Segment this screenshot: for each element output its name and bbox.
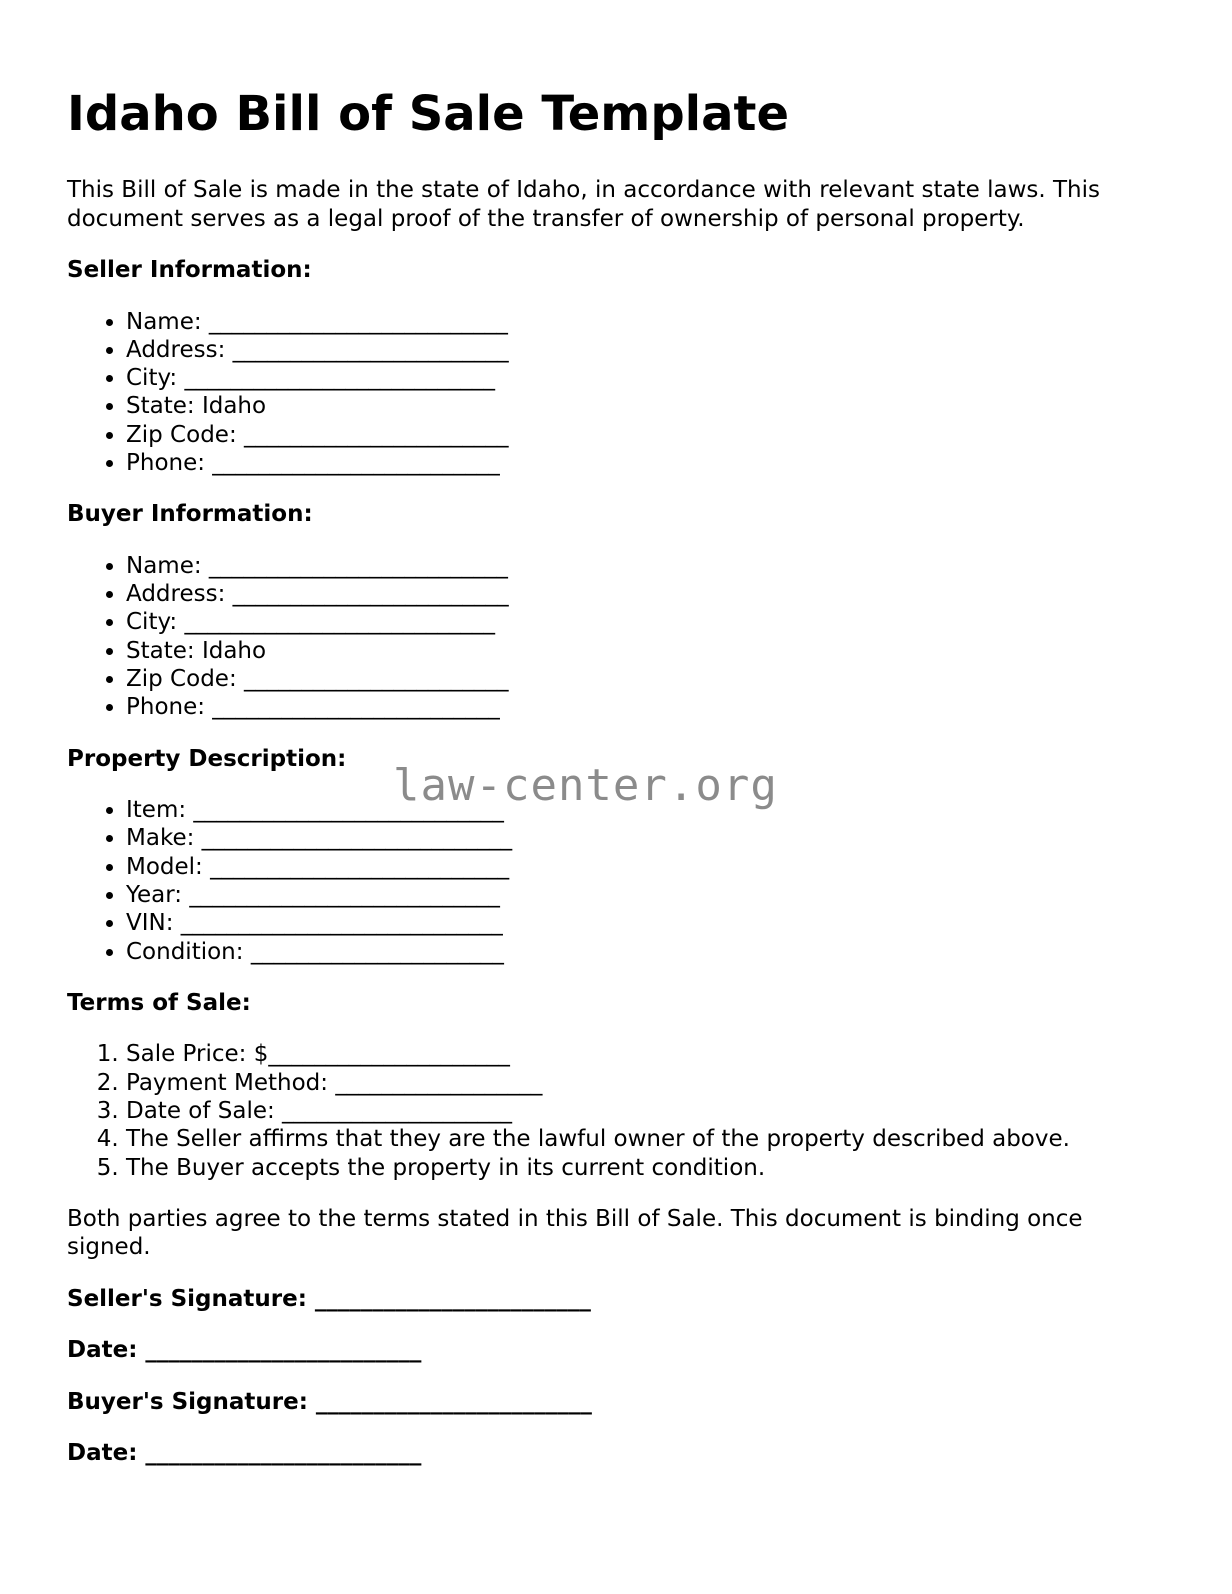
seller-name-field: • Name: __________________________ xyxy=(126,308,1167,336)
buyer-phone-field: • Phone: _________________________ xyxy=(126,693,1167,721)
seller-address-field: • Address: ________________________ xyxy=(126,336,1167,364)
buyer-state-field: • State: Idaho xyxy=(126,637,1167,665)
terms-sale-price: 1. Sale Price: $_____________________ xyxy=(126,1040,1167,1068)
buyer-date-line: Date: ________________________ xyxy=(67,1440,422,1467)
buyer-list xyxy=(67,552,1167,722)
property-item-field: • Item: ___________________________ xyxy=(126,796,1167,824)
property-condition-field: • Condition: ______________________ xyxy=(126,938,1167,966)
seller-zip-field: • Zip Code: _______________________ xyxy=(126,421,1167,449)
property-model-field: • Model: __________________________ xyxy=(126,853,1167,881)
terms-date-of-sale: 3. Date of Sale: ____________________ xyxy=(126,1097,1167,1125)
buyer-heading: Buyer Information: xyxy=(67,501,313,528)
property-list xyxy=(67,796,1167,966)
seller-date-line: Date: ________________________ xyxy=(67,1337,422,1364)
seller-list xyxy=(67,308,1167,478)
seller-phone-field: • Phone: _________________________ xyxy=(126,449,1167,477)
terms-list xyxy=(67,1040,1167,1181)
property-heading: Property Description: xyxy=(67,745,347,772)
agreement-paragraph: Both parties agree to the terms stated in this Bill of Sale. This document is binding once signed. xyxy=(67,1205,1083,1261)
buyer-name-field: • Name: __________________________ xyxy=(126,552,1167,580)
buyer-city-field: • City: ___________________________ xyxy=(126,608,1167,636)
terms-buyer-acceptance: 5. The Buyer accepts the property in its current condition. xyxy=(126,1154,1167,1182)
seller-signature-line: Seller's Signature: ________________________ xyxy=(67,1285,591,1312)
terms-payment-method: 2. Payment Method: __________________ xyxy=(126,1069,1167,1097)
seller-state-field: • State: Idaho xyxy=(126,392,1167,420)
terms-heading: Terms of Sale: xyxy=(67,989,251,1016)
property-year-field: • Year: ___________________________ xyxy=(126,881,1167,909)
watermark: law-center.org xyxy=(393,760,778,811)
terms-seller-affirmation: 4. The Seller affirms that they are the lawful owner of the property described above. xyxy=(126,1125,1167,1153)
buyer-signature-line: Buyer's Signature: ________________________ xyxy=(67,1388,592,1415)
property-make-field: • Make: ___________________________ xyxy=(126,824,1167,852)
seller-heading: Seller Information: xyxy=(67,257,312,283)
property-vin-field: • VIN: ____________________________ xyxy=(126,909,1167,937)
buyer-zip-field: • Zip Code: _______________________ xyxy=(126,665,1167,693)
seller-city-field: • City: ___________________________ xyxy=(126,364,1167,392)
page-title: Idaho Bill of Sale Template xyxy=(67,86,790,142)
intro-paragraph: This Bill of Sale is made in the state of Idaho, in accordance with relevant state laws. This document serves as a legal proof of the transfer of ownership of personal property. xyxy=(67,177,1100,232)
buyer-address-field: • Address: ________________________ xyxy=(126,580,1167,608)
